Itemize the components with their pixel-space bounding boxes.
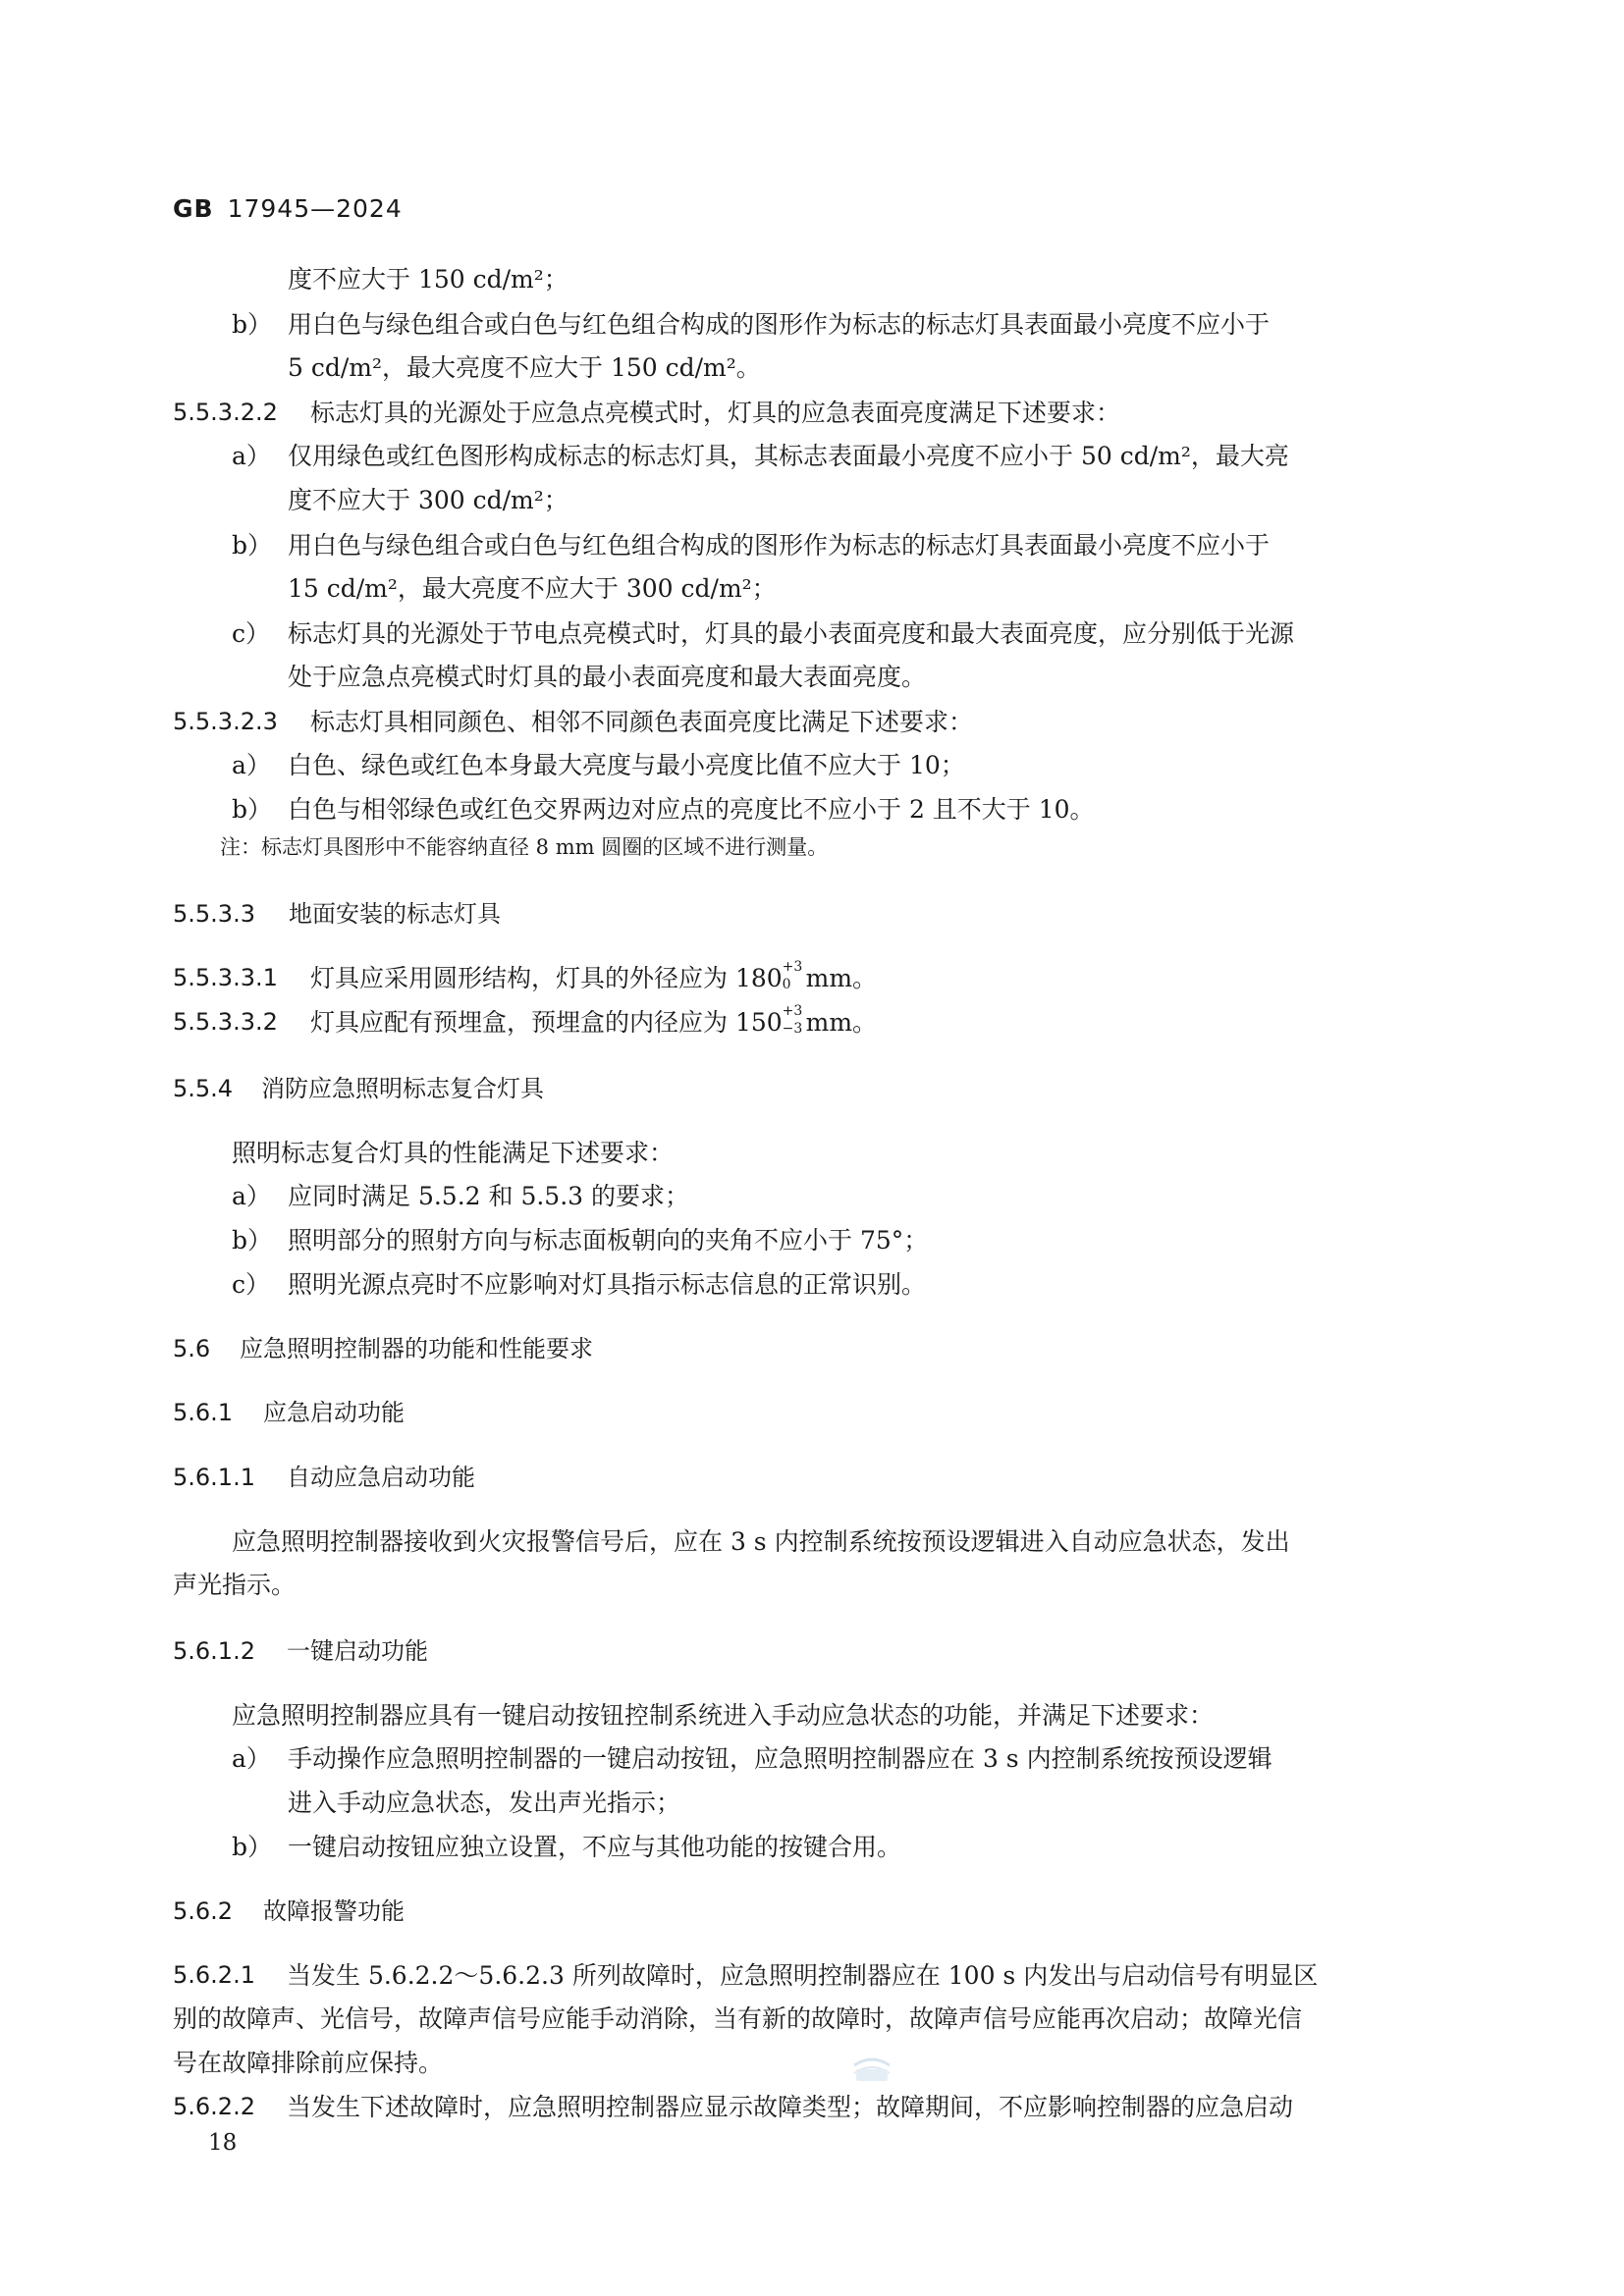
list-text: 用白色与绿色组合或白色与红色组合构成的图形作为标志的标志灯具表面最小亮度不应小于	[288, 531, 1271, 560]
tolerance	[782, 959, 803, 992]
clause-text-unit: mm。	[797, 964, 878, 992]
list-label: b）	[232, 310, 273, 339]
heading-number: 5.6.1	[173, 1399, 234, 1426]
list-label: b）	[232, 795, 273, 824]
clause-number: 5.5.3.3.2	[173, 1008, 278, 1036]
list-label: a）	[232, 1182, 271, 1210]
clause-text	[310, 959, 878, 992]
list-label: c）	[232, 619, 271, 648]
list-text: 15 cd/m²，最大亮度不应大于 300 cd/m²；	[288, 574, 777, 603]
list-text: 度不应大于 300 cd/m²；	[288, 486, 568, 514]
tolerance-upper: +3	[782, 959, 803, 975]
paragraph-text: 度不应大于 150 cd/m²；	[288, 265, 568, 294]
list-text: 处于应急点亮模式时灯具的最小表面亮度和最大表面亮度。	[288, 663, 927, 691]
clause-text: 标志灯具的光源处于应急点亮模式时，灯具的应急表面亮度满足下述要求：	[310, 399, 1121, 427]
list-text: 标志灯具的光源处于节电点亮模式时，灯具的最小表面亮度和最大表面亮度，应分别低于光源	[288, 619, 1295, 648]
paragraph-text: 应急照明控制器应具有一键启动按钮控制系统进入手动应急状态的功能，并满足下述要求：	[232, 1701, 1215, 1730]
heading-title: 应急照明控制器的功能和性能要求	[240, 1335, 593, 1362]
heading-title: 自动应急启动功能	[287, 1464, 475, 1491]
clause-text: 当发生 5.6.2.2～5.6.2.3 所列故障时，应急照明控制器应在 100 s 内发出与启动信号有明显区	[287, 1961, 1319, 1990]
heading-number: 5.6.1.1	[173, 1464, 255, 1491]
list-text: 5 cd/m²，最大亮度不应大于 150 cd/m²。	[288, 353, 761, 382]
tolerance-upper: +3	[782, 1003, 803, 1019]
clause-text: 当发生下述故障时，应急照明控制器应显示故障类型；故障期间，不应影响控制器的应急启动	[287, 2093, 1294, 2121]
heading-title: 应急启动功能	[263, 1399, 405, 1426]
list-text: 用白色与绿色组合或白色与红色组合构成的图形作为标志的标志灯具表面最小亮度不应小于	[288, 310, 1271, 339]
tolerance-lower: 0	[782, 977, 791, 992]
heading-title: 一键启动功能	[287, 1637, 428, 1665]
list-text: 进入手动应急状态，发出声光指示；	[288, 1789, 681, 1817]
heading-number: 5.6.2	[173, 1897, 234, 1925]
standard-number: 17945—2024	[227, 194, 403, 223]
clause-number: 5.5.3.2.3	[173, 708, 278, 735]
paragraph-text: 声光指示。	[173, 1571, 297, 1599]
clause-text-main: 灯具应采用圆形结构，灯具的外径应为 180	[310, 964, 783, 992]
list-text: 一键启动按钮应独立设置，不应与其他功能的按键合用。	[288, 1833, 902, 1861]
list-text: 白色、绿色或红色本身最大亮度与最小亮度比值不应大于 10；	[288, 751, 965, 779]
sac-logo-icon	[850, 2052, 893, 2085]
paragraph-text: 照明标志复合灯具的性能满足下述要求：	[232, 1139, 675, 1167]
clause-text: 别的故障声、光信号，故障声信号应能手动消除，当有新的故障时，故障声信号应能再次启动；故障光信	[173, 2004, 1303, 2033]
clause-number: 5.5.3.3.1	[173, 964, 278, 991]
paragraph-text: 应急照明控制器接收到火灾报警信号后，应在 3 s 内控制系统按预设逻辑进入自动应急状态，发出	[232, 1527, 1290, 1556]
clause-text: 标志灯具相同颜色、相邻不同颜色表面亮度比满足下述要求：	[310, 708, 974, 736]
clause-text-main: 灯具应配有预埋盒，预埋盒的内径应为 150	[310, 1008, 783, 1037]
list-label: b）	[232, 531, 273, 560]
clause-number: 5.5.3.2.2	[173, 399, 278, 426]
list-label: a）	[232, 1744, 271, 1773]
heading-number: 5.5.4	[173, 1075, 234, 1102]
standard-code: GB	[173, 194, 214, 223]
tolerance	[782, 1003, 803, 1037]
heading-number: 5.6	[173, 1335, 211, 1362]
list-label: b）	[232, 1226, 273, 1255]
clause-number: 5.6.2.1	[173, 1961, 255, 1989]
page-number: 18	[208, 2130, 238, 2156]
clause-text	[310, 1003, 878, 1037]
list-text: 应同时满足 5.5.2 和 5.5.3 的要求；	[288, 1182, 690, 1210]
document-header	[173, 194, 403, 223]
clause-text: 号在故障排除前应保持。	[173, 2049, 444, 2077]
list-text: 仅用绿色或红色图形构成标志的标志灯具，其标志表面最小亮度不应小于 50 cd/m²，最大亮	[288, 442, 1289, 470]
note-text: 注：标志灯具图形中不能容纳直径 8 mm 圆圈的区域不进行测量。	[220, 835, 829, 859]
list-label: b）	[232, 1833, 273, 1861]
list-label: a）	[232, 442, 271, 470]
heading-title: 消防应急照明标志复合灯具	[261, 1075, 544, 1102]
heading-title: 故障报警功能	[263, 1897, 405, 1925]
list-text: 照明光源点亮时不应影响对灯具指示标志信息的正常识别。	[288, 1270, 927, 1299]
heading-number: 5.6.1.2	[173, 1637, 255, 1665]
list-label: a）	[232, 751, 271, 779]
list-label: c）	[232, 1270, 271, 1299]
heading-title: 地面安装的标志灯具	[289, 900, 501, 928]
list-text: 照明部分的照射方向与标志面板朝向的夹角不应小于 75°；	[288, 1226, 929, 1255]
list-text: 手动操作应急照明控制器的一键启动按钮，应急照明控制器应在 3 s 内控制系统按预设逻辑	[288, 1744, 1272, 1773]
list-text: 白色与相邻绿色或红色交界两边对应点的亮度比不应小于 2 且不大于 10。	[288, 795, 1095, 824]
heading-number: 5.5.3.3	[173, 900, 255, 928]
clause-number: 5.6.2.2	[173, 2093, 255, 2120]
clause-text-unit: mm。	[797, 1008, 878, 1037]
tolerance-lower: −3	[782, 1021, 803, 1037]
